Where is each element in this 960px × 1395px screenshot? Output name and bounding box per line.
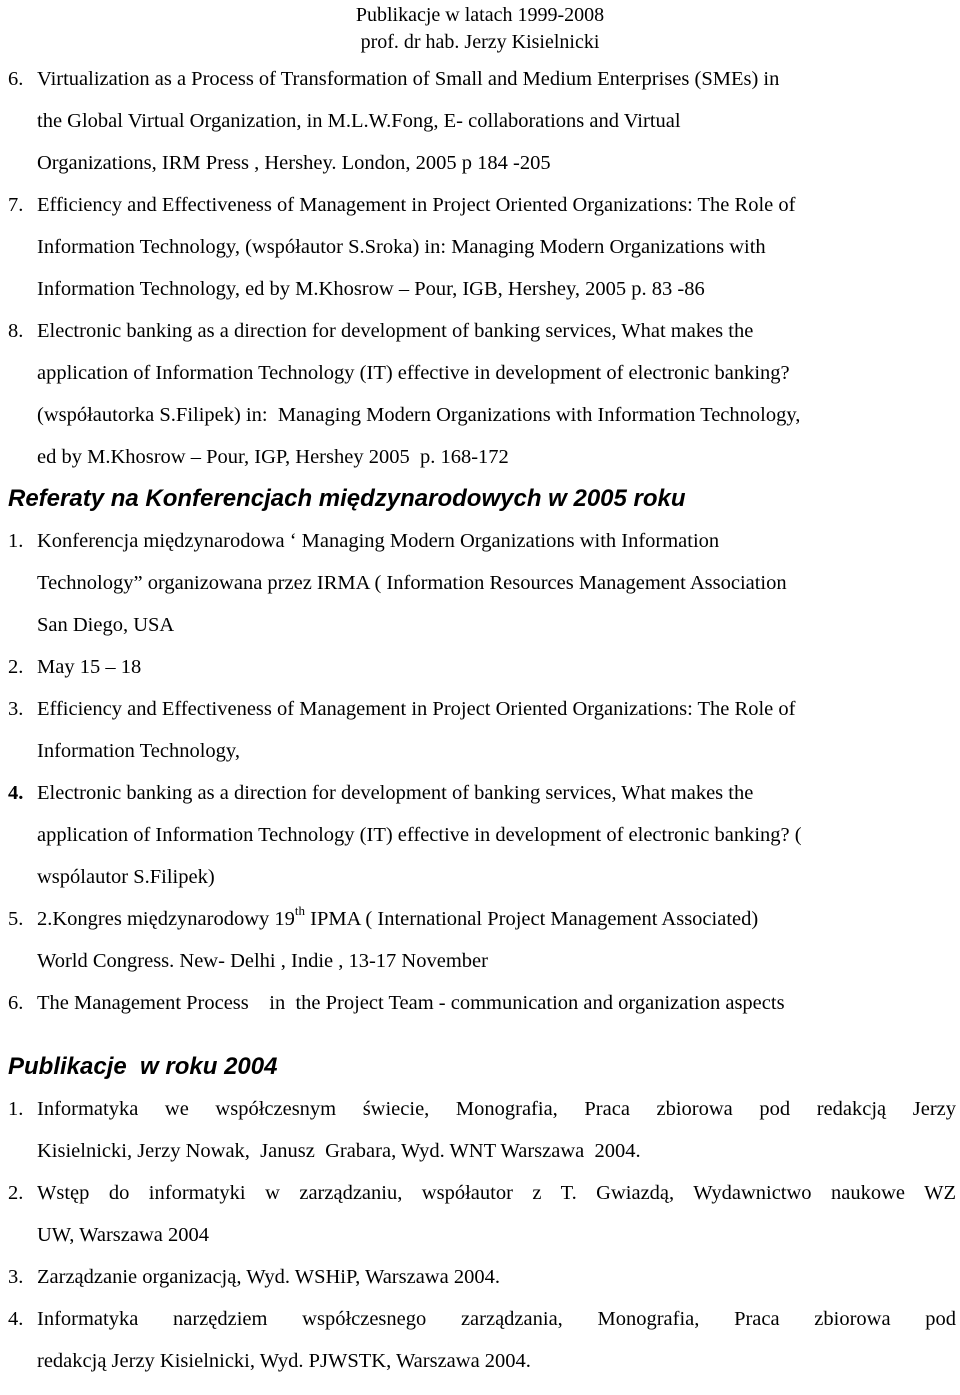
list-item-text	[37, 688, 956, 772]
text-line: Wstęp do informatyki w zarządzaniu, współautor z T. Gwiazdą, Wydawnictwo naukowe WZ	[37, 1182, 956, 1204]
text-line: Technology” organizowana przez IRMA ( Information Resources Management Association	[37, 572, 787, 594]
list-item	[8, 688, 956, 772]
text-line: Konferencja międzynarodowa ‘ Managing Modern Organizations with Information	[37, 530, 720, 552]
list-item	[8, 982, 956, 1024]
document-body	[8, 58, 956, 1382]
list-item-text	[37, 1088, 956, 1172]
text-line: application of Information Technology (IT) effective in development of electronic banking?	[37, 362, 790, 384]
text-line: the Global Virtual Organization, in M.L.W.Fong, E- collaborations and Virtual	[37, 110, 681, 132]
list-item-number: 7.	[8, 194, 24, 216]
list-item-number: 6.	[8, 992, 24, 1014]
text-line: Kisielnicki, Jerzy Nowak, Janusz Grabara, Wyd. WNT Warszawa 2004.	[37, 1140, 641, 1162]
list-item-text	[37, 520, 956, 646]
list-item-text	[37, 58, 956, 184]
conference-list	[8, 520, 956, 898]
publications-list-2004	[8, 1088, 956, 1382]
list-item	[8, 1298, 956, 1382]
list-item-text	[37, 310, 956, 478]
list-item-number: 3.	[8, 698, 24, 720]
text-line: UW, Warszawa 2004	[37, 1224, 209, 1246]
list-item-number: 4.	[8, 1308, 24, 1330]
text-line: redakcją Jerzy Kisielnicki, Wyd. PJWSTK, Warszawa 2004.	[37, 1350, 531, 1372]
text-line: Informatyka narzędziem współczesnego zarządzania, Monografia, Praca zbiorowa pod	[37, 1308, 956, 1330]
text-line: Information Technology,	[37, 740, 240, 762]
text-line: Electronic banking as a direction for development of banking services, What makes the	[37, 782, 754, 804]
list-item	[8, 898, 956, 982]
text-line: (współautorka S.Filipek) in: Managing Modern Organizations with Information Technology,	[37, 404, 801, 426]
text-line: Efficiency and Effectiveness of Management in Project Oriented Organizations: The Role of	[37, 194, 796, 216]
list-item-text: 2.Kongres międzynarodowy 19th IPMA ( International Project Management Associated) World Congress. New- Delhi , Indie , 13-17 November	[37, 903, 759, 972]
list-item-number: 2.	[8, 1182, 24, 1204]
list-item-number: 2.	[8, 656, 24, 678]
list-item-text	[37, 1298, 956, 1382]
list-item	[8, 1256, 956, 1298]
list-item-text	[37, 646, 956, 688]
text-line: San Diego, USA	[37, 614, 175, 636]
list-item-number: 6.	[8, 68, 24, 90]
list-item	[8, 520, 956, 646]
list-item-number: 3.	[8, 1266, 24, 1288]
section-title-publications-2004: Publikacje w roku 2004	[8, 1053, 278, 1080]
list-item-text	[37, 1256, 956, 1298]
text-line: Organizations, IRM Press , Hershey. London, 2005 p 184 -205	[37, 152, 551, 174]
list-item-number: 8.	[8, 320, 24, 342]
text-line: Virtualization as a Process of Transformation of Small and Medium Enterprises (SMEs) in	[37, 68, 780, 90]
page-header	[0, 2, 960, 56]
header-author: prof. dr hab. Jerzy Kisielnicki	[360, 31, 600, 53]
list-item-number: 1.	[8, 1098, 24, 1120]
list-item-number: 4.	[8, 782, 24, 804]
list-item-number: 5.	[8, 908, 24, 930]
publications-list-2005	[8, 58, 956, 478]
list-item-text	[37, 1172, 956, 1256]
text-line: application of Information Technology (IT) effective in development of electronic banking? (	[37, 824, 802, 846]
text-line: Information Technology, ed by M.Khosrow – Pour, IGB, Hershey, 2005 p. 83 -86	[37, 278, 705, 300]
superscript: th	[294, 903, 306, 918]
list-item-text: The Management Process in the Project Team - communication and organization aspects	[37, 992, 785, 1014]
header-title: Publikacje w latach 1999-2008	[355, 4, 605, 26]
list-item	[8, 184, 956, 310]
text-line: May 15 – 18	[37, 656, 142, 678]
text-line: Zarządzanie organizacją, Wyd. WSHiP, Warszawa 2004.	[37, 1266, 500, 1288]
list-item	[8, 1172, 956, 1256]
text-line: Efficiency and Effectiveness of Management in Project Oriented Organizations: The Role of	[37, 698, 796, 720]
list-item-number: 1.	[8, 530, 24, 552]
list-item	[8, 772, 956, 898]
text-line: Informatyka we współczesnym świecie, Monografia, Praca zbiorowa pod redakcją Jerzy	[37, 1098, 956, 1120]
text-line: Electronic banking as a direction for development of banking services, What makes the	[37, 320, 754, 342]
list-item	[8, 1088, 956, 1172]
list-item-text	[37, 184, 956, 310]
list-item	[8, 310, 956, 478]
section-title-conferences: Referaty na Konferencjach międzynarodowych w 2005 roku	[8, 485, 686, 512]
text-line: wspólautor S.Filipek)	[37, 866, 215, 888]
text-line: ed by M.Khosrow – Pour, IGP, Hershey 2005 p. 168-172	[37, 446, 509, 468]
list-item	[8, 646, 956, 688]
list-item	[8, 58, 956, 184]
text-line: Information Technology, (współautor S.Sroka) in: Managing Modern Organizations with	[37, 236, 766, 258]
list-item-text	[37, 772, 956, 898]
